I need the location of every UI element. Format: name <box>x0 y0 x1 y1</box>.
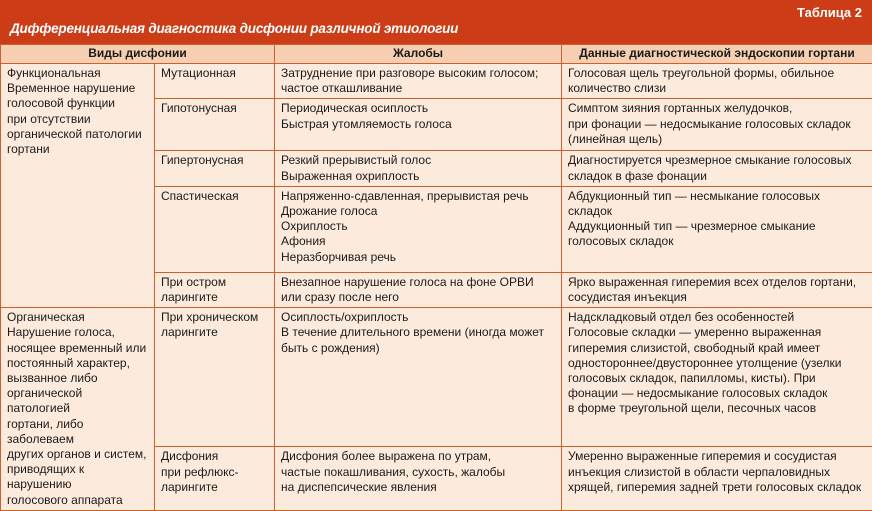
complaint-line: на диспепсические явления <box>281 480 555 495</box>
complaints-cell <box>275 64 562 99</box>
subtype-line: Мутационная <box>161 66 268 81</box>
column-header-complaints: Жалобы <box>275 45 562 64</box>
table-row <box>1 64 872 99</box>
endoscopy-line: складок <box>568 204 866 219</box>
endoscopy-line: Диагностируется чрезмерное смыкание голосовых <box>568 153 866 168</box>
endoscopy-line: при фонации — недосмыкание голосовых складок <box>568 117 866 132</box>
dysphonia-subtype-cell <box>155 151 275 186</box>
complaint-line: Резкий прерывистый голос <box>281 153 555 168</box>
endoscopy-cell <box>562 186 872 272</box>
group-label-line: гортани <box>7 142 148 157</box>
complaint-line: Афония <box>281 234 555 249</box>
column-header-endoscopy: Данные диагностической эндоскопии гортани <box>562 45 872 64</box>
dysphonia-subtype-cell <box>155 99 275 151</box>
group-label-line: других органов и систем, <box>7 447 148 462</box>
complaint-line: или сразу после него <box>281 290 555 305</box>
endoscopy-line: инъекция слизистой в области черпаловидных <box>568 465 866 480</box>
complaint-line: частые покашливания, сухость, жалобы <box>281 465 555 480</box>
endoscopy-line: Голосовые складки — умеренно выраженная <box>568 325 866 340</box>
dysphonia-subtype-cell <box>155 272 275 307</box>
group-label-line: голосового аппарата <box>7 493 148 508</box>
subtype-line: Спастическая <box>161 189 268 204</box>
endoscopy-line: гиперемия слизистой, свободный край имеет <box>568 341 866 356</box>
group-label-line: вызванное либо <box>7 371 148 386</box>
endoscopy-line: одностороннее/двустороннее утолщение (узелки <box>568 356 866 371</box>
dysphonia-group-cell <box>1 64 155 308</box>
table-title: Дифференциальная диагностика дисфонии различной этиологии <box>10 21 458 36</box>
table-header-bar <box>0 0 872 44</box>
complaint-line: Осиплость/охриплость <box>281 310 555 325</box>
endoscopy-line: Голосовая щель треугольной формы, обильное <box>568 66 866 81</box>
group-label-line: органической патологии <box>7 127 148 142</box>
group-label-line: Органическая <box>7 310 148 325</box>
subtype-line: ларингите <box>161 480 268 495</box>
column-header-row <box>1 45 872 64</box>
dysphonia-group-cell <box>1 308 155 511</box>
endoscopy-cell <box>562 308 872 447</box>
table-number: Таблица 2 <box>797 5 862 20</box>
complaints-cell <box>275 308 562 447</box>
complaints-cell <box>275 272 562 307</box>
complaint-line: частое откашливание <box>281 81 555 96</box>
group-label-line: гортани, либо заболеваем <box>7 417 148 447</box>
group-label-line: голосовой функции <box>7 96 148 111</box>
endoscopy-line: складок в фазе фонации <box>568 169 866 184</box>
column-header-types: Виды дисфонии <box>1 45 275 64</box>
complaint-line: Затруднение при разговоре высоким голосом; <box>281 66 555 81</box>
group-label-line: Временное нарушение <box>7 81 148 96</box>
endoscopy-line: голосовых складок <box>568 234 866 249</box>
dysphonia-table <box>0 44 872 511</box>
dysphonia-subtype-cell <box>155 308 275 447</box>
endoscopy-line: Абдукционный тип — несмыкание голосовых <box>568 189 866 204</box>
endoscopy-cell <box>562 64 872 99</box>
complaints-cell <box>275 99 562 151</box>
complaint-line: Дрожание голоса <box>281 204 555 219</box>
complaint-line: Быстрая утомляемость голоса <box>281 117 555 132</box>
subtype-line: при рефлюкс- <box>161 465 268 480</box>
group-label-line: постоянный характер, <box>7 356 148 371</box>
endoscopy-line: Надскладковый отдел без особенностей <box>568 310 866 325</box>
complaint-line: быть с рождения) <box>281 341 555 356</box>
subtype-line: Дисфония <box>161 449 268 464</box>
endoscopy-cell <box>562 99 872 151</box>
endoscopy-line: Симптом зияния гортанных желудочков, <box>568 101 866 116</box>
endoscopy-cell <box>562 151 872 186</box>
complaints-cell <box>275 151 562 186</box>
complaint-line: Охриплость <box>281 219 555 234</box>
endoscopy-cell <box>562 272 872 307</box>
subtype-line: ларингите <box>161 290 268 305</box>
endoscopy-line: сосудистая инъекция <box>568 290 866 305</box>
endoscopy-line: в форме треугольной щели, песочных часов <box>568 401 866 416</box>
subtype-line: Гипотонусная <box>161 101 268 116</box>
complaint-line: Периодическая осиплость <box>281 101 555 116</box>
complaint-line: Неразборчивая речь <box>281 250 555 265</box>
endoscopy-line: (линейная щель) <box>568 132 866 147</box>
complaint-line: Выраженная охриплость <box>281 169 555 184</box>
endoscopy-line: хрящей, гиперемия задней трети голосовых складок <box>568 480 866 495</box>
endoscopy-line: голосовых складок, папилломы, кисты). При <box>568 371 866 386</box>
endoscopy-line: Ярко выраженная гиперемия всех отделов гортани, <box>568 275 866 290</box>
subtype-line: Гипертонусная <box>161 153 268 168</box>
group-label-line: носящее временный или <box>7 341 148 356</box>
dysphonia-subtype-cell <box>155 447 275 510</box>
complaint-line: В течение длительного времени (иногда может <box>281 325 555 340</box>
group-label-line: Функциональная <box>7 66 148 81</box>
complaints-cell <box>275 447 562 510</box>
endoscopy-cell <box>562 447 872 510</box>
complaint-line: Внезапное нарушение голоса на фоне ОРВИ <box>281 275 555 290</box>
endoscopy-line: количество слизи <box>568 81 866 96</box>
endoscopy-line: Умеренно выраженные гиперемия и сосудистая <box>568 449 866 464</box>
subtype-line: При хроническом <box>161 310 268 325</box>
group-label-line: органической патологией <box>7 386 148 416</box>
table-row <box>1 308 872 447</box>
dysphonia-subtype-cell <box>155 64 275 99</box>
subtype-line: При остром <box>161 275 268 290</box>
group-label-line: Нарушение голоса, <box>7 325 148 340</box>
endoscopy-line: фонации — недосмыкание голосовых складок <box>568 386 866 401</box>
group-label-line: при отсутствии <box>7 112 148 127</box>
complaints-cell <box>275 186 562 272</box>
endoscopy-line: Аддукционный тип — чрезмерное смыкание <box>568 219 866 234</box>
dysphonia-subtype-cell <box>155 186 275 272</box>
complaint-line: Дисфония более выражена по утрам, <box>281 449 555 464</box>
complaint-line: Напряженно-сдавленная, прерывистая речь <box>281 189 555 204</box>
group-label-line: приводящих к нарушению <box>7 462 148 492</box>
subtype-line: ларингите <box>161 325 268 340</box>
